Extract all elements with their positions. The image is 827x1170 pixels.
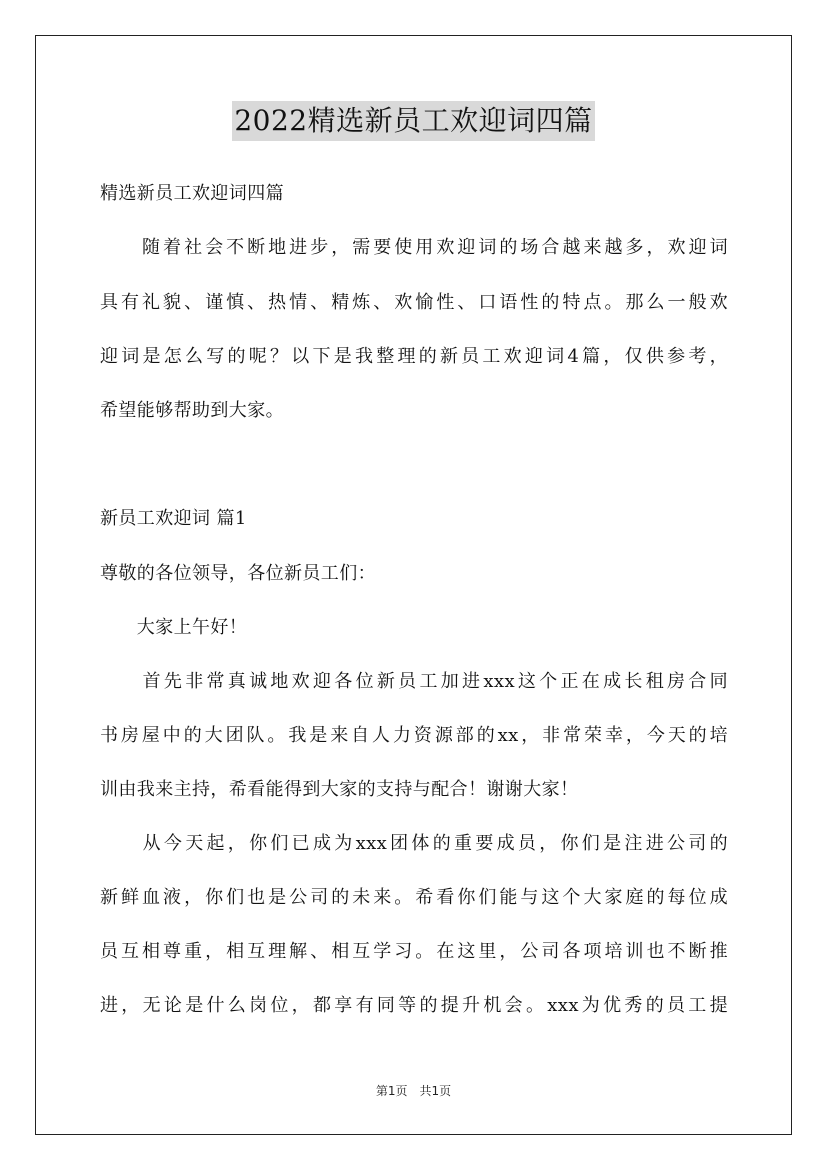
paragraph-line: 首先非常真诚地欢迎各位新员工加进xxx这个正在成长租房合同 — [100, 671, 728, 692]
section-heading: 新员工欢迎词 篇1 — [100, 508, 247, 529]
paragraph-line: 随着社会不断地进步，需要使用欢迎词的场合越来越多，欢迎词 — [100, 237, 728, 258]
paragraph-line: 希望能够帮助到大家。 — [100, 400, 284, 421]
paragraph-line: 从今天起，你们已成为xxx团体的重要成员，你们是注进公司的 — [100, 833, 728, 854]
paragraph-line: 员互相尊重，相互理解、相互学习。在这里，公司各项培训也不断推 — [100, 941, 728, 962]
page-footer: 第1页 共1页 — [375, 1084, 452, 1098]
greeting-line: 大家上午好！ — [100, 617, 248, 638]
paragraph-line: 具有礼貌、谨慎、热情、精炼、欢愉性、口语性的特点。那么一般欢 — [100, 292, 728, 313]
title-container — [0, 101, 827, 141]
paragraph-line: 书房屋中的大团队。我是来自人力资源部的xx，非常荣幸，今天的培 — [100, 725, 728, 746]
salutation-line: 尊敬的各位领导，各位新员工们： — [100, 563, 376, 584]
paragraph-line: 训由我来主持，希看能得到大家的支持与配合！谢谢大家！ — [100, 779, 579, 800]
paragraph-line: 进，无论是什么岗位，都享有同等的提升机会。xxx为优秀的员工提 — [100, 995, 728, 1016]
document-title: 2022精选新员工欢迎词四篇 — [232, 101, 594, 141]
paragraph-line: 迎词是怎么写的呢？以下是我整理的新员工欢迎词4篇，仅供参考， — [100, 346, 728, 367]
paragraph-line: 新鲜血液，你们也是公司的未来。希看你们能与这个大家庭的每位成 — [100, 887, 728, 908]
document-subtitle: 精选新员工欢迎词四篇 — [100, 183, 284, 204]
